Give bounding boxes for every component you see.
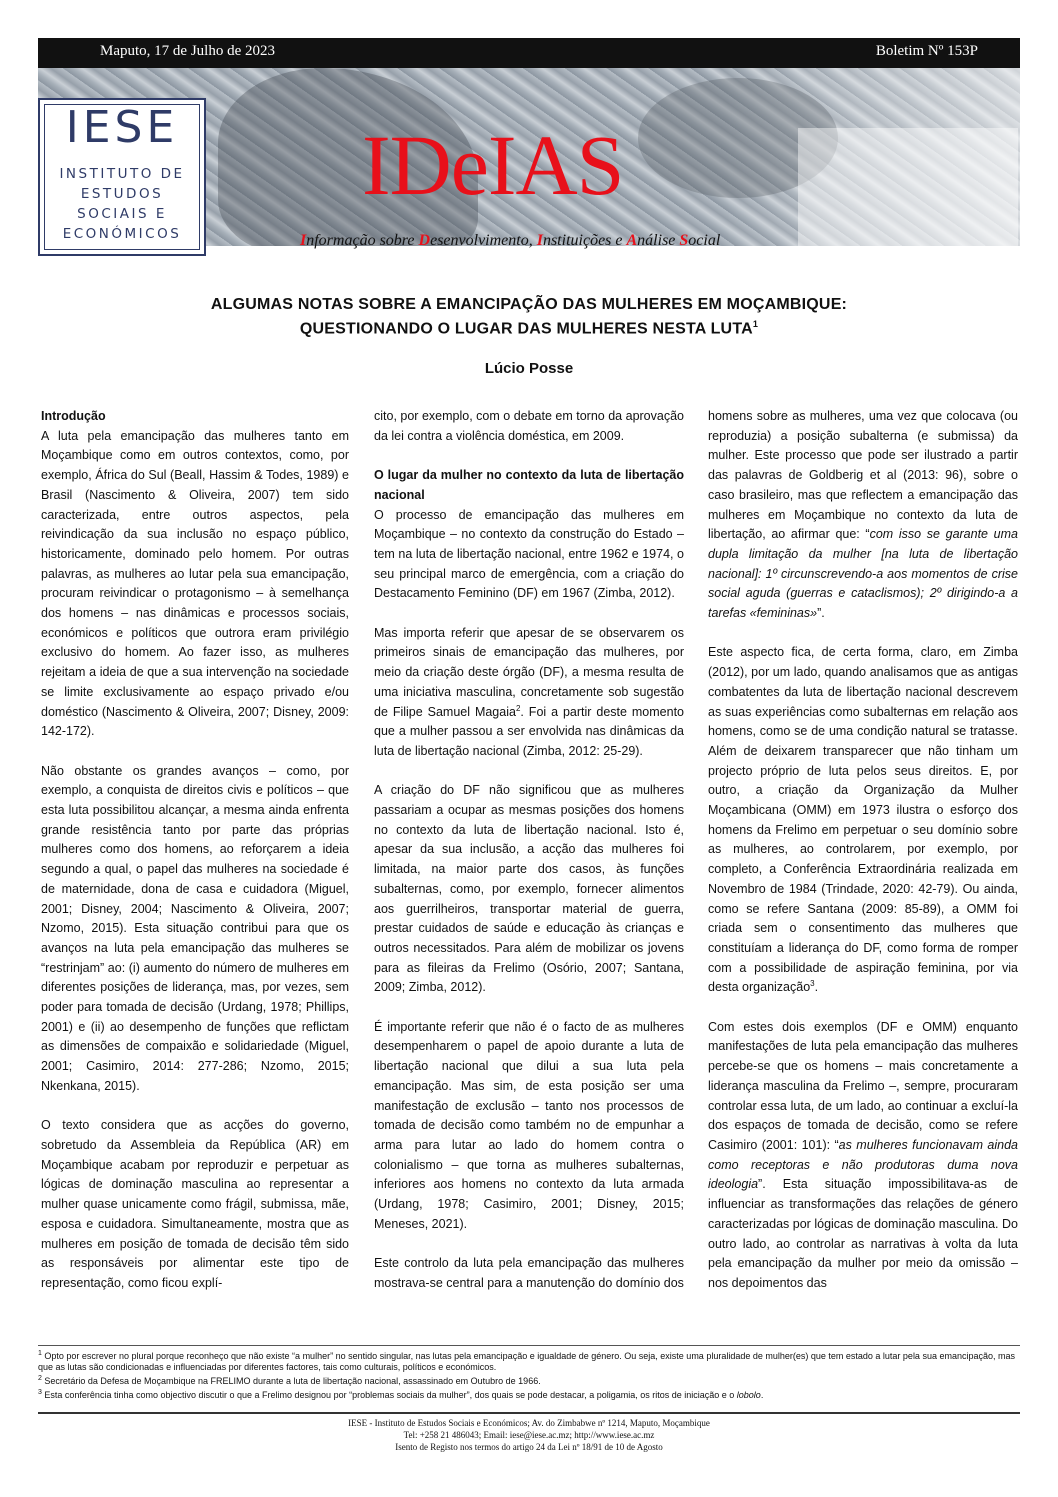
top-bar (38, 38, 1020, 68)
body-paragraph (374, 1254, 684, 1293)
issue-date: Maputo, 17 de Julho de 2023 (100, 43, 275, 59)
title-text: QUESTIONANDO O LUGAR DAS MULHERES NESTA LUTA (299, 320, 753, 338)
paragraph-text: O texto considera que as acções do governo, sobretudo da Assembleia da República (AR) em Moçambique acabam por reproduzir e perpetuar as lógicas de dominação masculina ao representar a mulher quase unicamente como frágil, submissa, mãe, esposa e cuidadora. Simultaneamente, mostra que as mulheres em posição de tomada de decisão têm sido as responsáveis por alimentar este tipo de representação, como ficou explí- (41, 1118, 349, 1290)
brand-tagline (300, 232, 720, 250)
paragraph-gap (374, 762, 684, 782)
tagline-word: ocial (688, 232, 721, 249)
body-paragraph (374, 506, 684, 605)
logo-line-1: INSTITUTO DE (59, 166, 185, 182)
paragraph-text: A luta pela emancipação das mulheres tanto em Moçambique como em outros contextos, como, por exemplo, África do Sul (Beall, Hassim & Todes, 1989) e Brasil (Nascimento & Oliveira, 2007) tem sido caracterizada, entre outros aspectos, pela reivindicação da sua inclusão no espaço público, historicamente, dominado pelo homem. Por outras palavras, as mulheres ao lutar pela sua emancipação, procuram reivindicar o protagonismo – à semelhança dos homens – nas dinâmicas e processos sociais, económicos e políticos que outrora eram privilégio exclusivo do homem. Ao fazer isso, as mulheres rejeitam a ideia de que a sua intervenção na sociedade se limite exclusivamente ao espaço privado e/ou doméstico (Nascimento & Oliveira, 2007; Disney, 2009: 142-172). (41, 428, 349, 739)
footnote-ref: 2 (515, 703, 521, 713)
footnote-ref: 3 (810, 979, 815, 989)
footnote-number: 1 (38, 1350, 42, 1357)
iese-logo (38, 98, 206, 256)
logo-line-2: ESTUDOS (80, 186, 164, 202)
body-paragraph (41, 1116, 349, 1293)
body-paragraph (374, 1018, 684, 1235)
tagline-word: nálise (637, 232, 680, 249)
text-column-3 (708, 407, 1018, 1294)
paragraph-gap (374, 1234, 684, 1254)
paragraph-gap (41, 1097, 349, 1117)
footnote-end: . (760, 1390, 764, 1400)
footnote-text: Opto por escrever no plural porque reconheço que não existe “a mulher” no sentido singular, nas lutas pela emancipação e igualdade de género. Ou seja, existe uma pluralidade de mulher(es) que tem estado a lutar pela sua emancipação, mas que as lutas são condicionadas e influenciadas por diferentes factores, tais como culturais, políticos e económicos. (38, 1351, 1015, 1372)
body-paragraph (374, 407, 684, 446)
footnote-italic: lobolo (736, 1390, 761, 1400)
body-paragraph (708, 643, 1018, 998)
footnote-number: 3 (38, 1389, 42, 1396)
paragraph-text: homens sobre as mulheres, uma vez que colocava (ou reproduzia) a posição subalterna (e submissa) da mulher. Este processo que pode ser ilustrado a partir das palavras de Goldberig et al (2013: 96), sobre o caso brasileiro, mas que reflectem a emancipação das mulheres em Moçambique no contexto da luta de libertação, ao afirmar que: “ (708, 409, 1018, 542)
body-paragraph (41, 427, 349, 742)
tagline-capital: I (300, 232, 307, 249)
paragraph-gap (708, 998, 1018, 1018)
footer-divider (38, 1412, 1020, 1414)
footnote-2 (38, 1373, 1020, 1387)
body-paragraph (708, 1018, 1018, 1294)
body-paragraph (374, 781, 684, 998)
body-paragraph (41, 762, 349, 1097)
paragraph-text-end: . Foi a partir deste momento que a mulher passou a ser envolvida nas dinâmicas da luta de libertação nacional (Zimba, 2012: 25-29). (374, 704, 684, 758)
paragraph-text: Este controlo da luta pela emancipação das mulheres mostrava-se central para a manutenção do domínio dos (374, 1256, 684, 1290)
footnote-3 (38, 1387, 1020, 1401)
paragraph-gap (41, 742, 349, 762)
brand-part-1: IDe (362, 117, 488, 213)
body-paragraph (374, 624, 684, 762)
paragraph-gap (374, 604, 684, 624)
logo-acronym: IESE (65, 102, 179, 153)
paragraph-gap (374, 446, 684, 466)
body-paragraph (708, 407, 1018, 624)
footer-contact: Tel: +258 21 486043; Email: iese@iese.ac.mz; http://www.iese.ac.mz (403, 1430, 655, 1440)
paragraph-gap (708, 624, 1018, 644)
title-footnote-ref: 1 (752, 319, 759, 329)
paragraph-text: Não obstante os grandes avanços – como, por exemplo, a conquista de direitos civis e políticos – que esta luta possibilitou alcançar, a mesma ainda enfrenta grande resistência tanto por parte das próprias mulheres como dos homens, ao reforçarem a ideia segundo a qual, o papel das mulheres na sociedade é de maternidade, dona de casa e cuidadora (Miguel, 2001; Disney, 2004; Nascimento & Oliveira, 2007; Nzomo, 2015). Esta situação contribui para que os avanços na luta pela emancipação das mulheres se “restrinjam” ao: (i) aumento do número de mulheres em diferentes posições de liderança, mas, por vezes, sem poder para tomada de decisão (Urdang, 1978; Phillips, 2001) e (ii) ao desempenho de funções que reflictam as dimensões de compaixão e solidariedade (Miguel, 2001; Casimiro, 2014: 277-286; Nzomo, 2015; Nkenkana, 2015). (41, 763, 349, 1093)
footnote-text: Esta conferência tinha como objectivo discutir o que a Frelimo designou por “problemas sociais da mulher”, dos quais se pode destacar, a poligamia, os ritos de iniciação e o (41, 1390, 737, 1400)
footnote-number: 2 (38, 1375, 42, 1382)
paragraph-text: É importante referir que não é o facto de as mulheres desempenharem o papel de apoio durante a luta de libertação nacional que dilui a sua luta pela emancipação. Mas sim, de esta posição ser uma manifestação de exclusão – tanto nos processos de tomada de decisão como também no de empunhar a arma para lutar ao lado do homem contra o colonialismo – que torna as mulheres subalternas, inferiores aos homens no contexto da luta armada (Urdang, 1978; Casimiro, 2001; Disney, 2015; Meneses, 2021). (374, 1019, 684, 1231)
paragraph-text: Com estes dois exemplos (DF e OMM) enquanto manifestações de luta pela emancipação das mulheres percebe-se que os homens – mais concretamente a liderança masculina da Frelimo –, sempre, procuraram controlar essa luta, de um lado, ao continuar a excluí-la dos espaços de tomada de decisão, como se refere Casimiro (2001: 101): “ (708, 1019, 1018, 1152)
quotation-text: as mulheres funcionavam ainda como receptoras e não produtoras duma nova ideologia (708, 1137, 1018, 1192)
section-heading: Introdução (41, 409, 106, 423)
brand-part-2: IAS (487, 117, 624, 213)
publication-brand (362, 117, 624, 213)
bulletin-number: Boletim Nº 153P (875, 43, 978, 59)
section-heading: O lugar da mulher no contexto da luta de libertação nacional (374, 468, 684, 502)
paragraph-text: A criação do DF não significou que as mulheres passariam a ocupar as mesmas posições dos homens no contexto da luta de libertação nacional. Isto é, apesar da sua inclusão, a acção das mulheres foi limitada, na maior parte dos casos, às funções subalternas, como, por exemplo, fornecer alimentos aos guerrilheiros, transportar material de guerra, prestar cuidados de saúde e educação às crianças e outros necessitados. Para além de mobilizar os jovens para as fileiras da Frelimo (Osório, 2007; Santana, 2009; Zimba, 2012). (374, 783, 684, 995)
footnote-divider (38, 1345, 1020, 1346)
logo-line-3: SOCIAIS E (77, 206, 167, 222)
footer-registration: Isento de Registo nos termos do artigo 24 da Lei nº 18/91 de 10 de Agosto (395, 1442, 663, 1452)
tagline-capital: I (536, 232, 543, 249)
paragraph-text: O processo de emancipação das mulheres em Moçambique – no contexto da construção do Estado – tem na luta de libertação nacional, entre 1962 e 1974, o seu principal marco de emergência, com a criação do Destacamento Feminino (DF) em 1967 (Zimba, 2012). (374, 507, 684, 601)
article-title-line-2 (38, 319, 1020, 338)
tagline-word: nstituições e (542, 232, 627, 249)
tagline-capital: A (626, 232, 638, 249)
paragraph-gap (374, 998, 684, 1018)
text-column-2 (374, 407, 684, 1294)
paragraph-text: Este aspecto fica, de certa forma, claro, em Zimba (2012), por um lado, quando analisamos que as antigas combatentes da luta de libertação nacional descrevem as suas experiências como subalternas em relação aos homens, como se de uma condição natural se tratasse. Além de deixarem transparecer que não tinham um projecto próprio de luta pelos seus direitos. E, por outro, a criação da Organização da Mulher Moçambicana (OMM) em 1973 ilustra o esforço dos homens da Frelimo em perpetuar o seu domínio sobre as mulheres, ao controlarem, por exemplo, por completo, a Conferência Extraordinária realizada em Novembro de 1984 (Trindade, 2020: 42-79). Ou ainda, como se refere Santana (2009: 85-89), a OMM foi criada sem o consentimento das mulheres que constituíam a liderança do DF, como forma de romper com a possibilidade de aspiração feminina, por via desta organização (708, 645, 1018, 995)
paragraph-text-end: ”. (817, 606, 825, 621)
logo-line-4: ECONÓMICOS (62, 226, 182, 242)
paragraph-text: cito, por exemplo, com o debate em torno da aprovação da lei contra a violência doméstica, em 2009. (374, 409, 684, 443)
paragraph-text-end: ”. Esta situação impossibilitava-as de influenciar as transformações das relações de género caracterizadas por lógicas de dominação masculina. Do outro lado, ao controlar as narrativas à volta da luta pela emancipação da mulher por meio da omissão – nos depoimentos das (708, 1177, 1018, 1290)
article-author: Lúcio Posse (484, 360, 574, 377)
quotation-text: com isso se garante uma dupla limitação da mulher [na luta de libertação nacional]: 1º circunscrevendo-a aos momentos de crise social aguda (guerras e cataclismos); 2º dirigindo-a a tarefas «femininas» (708, 527, 1018, 621)
footer-address: IESE - Instituto de Estudos Sociais e Económicos; Av. do Zimbabwe nº 1214, Maputo, Moçambique (348, 1418, 710, 1428)
article-title-line-1: ALGUMAS NOTAS SOBRE A EMANCIPAÇÃO DAS MULHERES EM MOÇAMBIQUE: (210, 296, 848, 313)
tagline-word: esenvolvimento, (430, 232, 537, 249)
footnote-text: Secretário da Defesa de Moçambique na FRELIMO durante a luta de libertação nacional, assassinado em Outubro de 1966. (41, 1376, 541, 1386)
footnote-1 (38, 1348, 1020, 1373)
paragraph-text: Mas importa referir que apesar de se observarem os primeiros sinais de emancipação das mulheres, por meio da criação deste órgão (DF), a mesma resulta de uma iniciativa masculina, concretamente sob sugestão de Filipe Samuel Magaia (374, 625, 684, 719)
paragraph-text-end: . (814, 980, 819, 995)
tagline-word: nformação sobre (306, 232, 419, 249)
tagline-capital: S (679, 232, 689, 249)
tagline-capital: D (418, 232, 431, 249)
text-column-1 (41, 407, 349, 1294)
